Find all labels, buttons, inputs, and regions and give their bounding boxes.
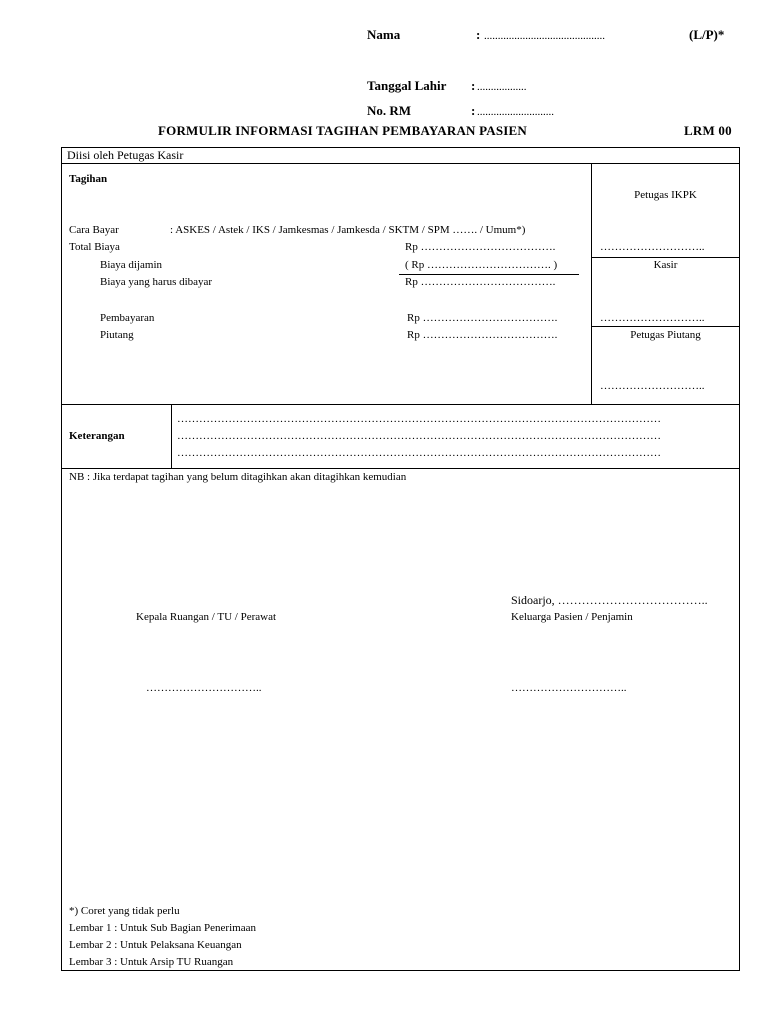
- nb-note: NB : Jika terdapat tagihan yang belum ditagihkan akan ditagihkan kemudian: [69, 471, 407, 483]
- tanggal-lahir-colon: :: [471, 78, 476, 93]
- signer-left-signature[interactable]: …………………………..: [146, 682, 262, 694]
- divider-tagihan: [61, 404, 740, 405]
- form-code: LRM 00: [684, 123, 732, 138]
- biaya-harus-value[interactable]: Rp ……………………………….: [405, 276, 556, 288]
- biaya-dijamin-underline: [399, 274, 579, 275]
- petugas-ikpk-signature[interactable]: ………………………..: [600, 241, 705, 253]
- divider-keterangan-column: [171, 404, 172, 468]
- tagihan-heading: Tagihan: [69, 173, 108, 185]
- petugas-ikpk-label: Petugas IKPK: [634, 189, 697, 201]
- signer-right-signature[interactable]: …………………………..: [511, 682, 627, 694]
- divider-filled-by: [61, 163, 740, 164]
- nama-colon: :: [476, 27, 481, 42]
- filled-by-label: Diisi oleh Petugas Kasir: [67, 148, 184, 162]
- piutang-value[interactable]: Rp ……………………………….: [407, 329, 558, 341]
- no-rm-colon: :: [471, 103, 476, 118]
- lembar-1: Lembar 1 : Untuk Sub Bagian Penerimaan: [69, 922, 256, 934]
- pembayaran-label: Pembayaran: [100, 312, 155, 324]
- total-biaya-label: Total Biaya: [69, 241, 120, 253]
- no-rm-field[interactable]: ............................: [477, 106, 554, 118]
- kasir-label: Kasir: [653, 259, 678, 271]
- footnote: *) Coret yang tidak perlu: [69, 905, 180, 917]
- divider-kasir: [591, 326, 740, 327]
- tanggal-lahir-label: Tanggal Lahir: [367, 78, 447, 93]
- signer-right-label: Keluarga Pasien / Penjamin: [511, 611, 633, 623]
- petugas-piutang-label: Petugas Piutang: [630, 329, 701, 341]
- keterangan-line-2[interactable]: ……………………………………………………………………………………………………………………: [177, 430, 661, 442]
- gender-option: (L/P)*: [689, 27, 725, 42]
- divider-keterangan: [61, 468, 740, 469]
- tanggal-lahir-field[interactable]: ..................: [477, 81, 527, 93]
- no-rm-label: No. RM: [367, 103, 412, 118]
- kasir-signature[interactable]: ………………………..: [600, 312, 705, 324]
- piutang-label: Piutang: [100, 329, 134, 341]
- form-title: FORMULIR INFORMASI TAGIHAN PEMBAYARAN PASIEN: [158, 123, 527, 138]
- total-biaya-value[interactable]: Rp ……………………………….: [405, 241, 556, 253]
- keterangan-line-3[interactable]: ……………………………………………………………………………………………………………………: [177, 447, 661, 459]
- biaya-dijamin-value[interactable]: ( Rp ……………………………. ): [405, 259, 558, 271]
- lembar-2: Lembar 2 : Untuk Pelaksana Keuangan: [69, 939, 242, 951]
- nama-field[interactable]: ............................................: [484, 30, 605, 42]
- biaya-dijamin-label: Biaya dijamin: [100, 259, 163, 271]
- keterangan-line-1[interactable]: ……………………………………………………………………………………………………………………: [177, 413, 661, 425]
- place-date[interactable]: Sidoarjo, ………………………………..: [511, 593, 708, 607]
- keterangan-label: Keterangan: [69, 430, 125, 442]
- nama-label: Nama: [367, 27, 401, 42]
- divider-ikpk: [591, 257, 740, 258]
- cara-bayar-options: : ASKES / Astek / IKS / Jamkesmas / Jamkesda / SKTM / SPM ……. / Umum*): [170, 224, 526, 236]
- cara-bayar-label: Cara Bayar: [69, 224, 119, 236]
- pembayaran-value[interactable]: Rp ……………………………….: [407, 312, 558, 324]
- lembar-3: Lembar 3 : Untuk Arsip TU Ruangan: [69, 956, 234, 968]
- signer-left-label: Kepala Ruangan / TU / Perawat: [136, 611, 277, 623]
- biaya-harus-label: Biaya yang harus dibayar: [100, 276, 213, 288]
- petugas-piutang-signature[interactable]: ………………………..: [600, 380, 705, 392]
